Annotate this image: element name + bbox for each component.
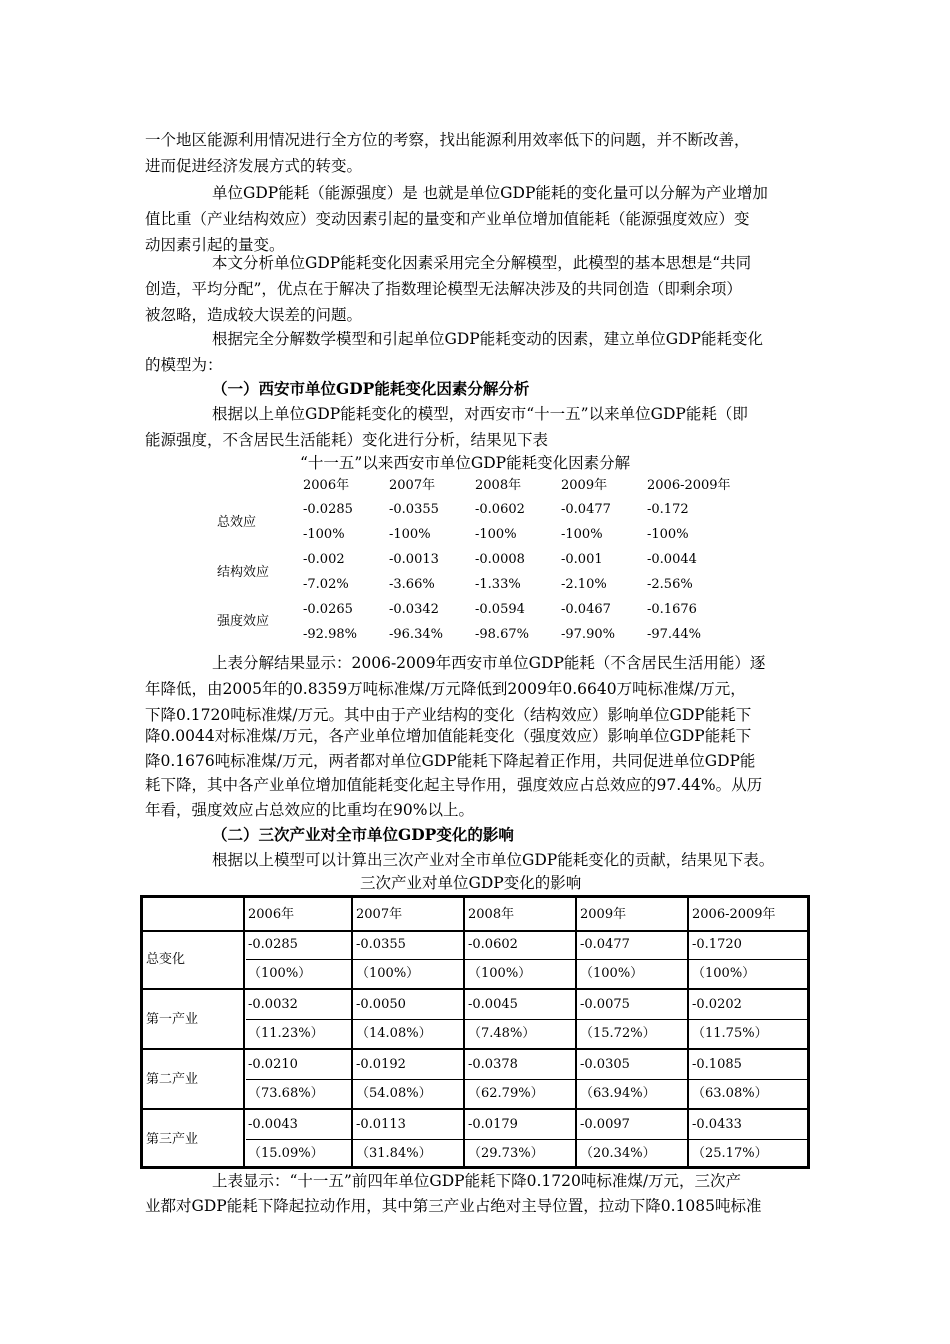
table2-cell: -0.0045 (468, 997, 518, 1012)
table2-cell: （11.75%） (692, 1026, 768, 1041)
table2-row-label: 第二产业 (146, 1072, 199, 1087)
table2-header: 2007年 (356, 907, 403, 922)
text-line: 值比重（产业结构效应）变动因素引起的量变和产业单位增加值能耗（能源强度效应）变 (145, 210, 750, 228)
text-line: 降0.1676吨标准煤/万元，两者都对单位GDP能耗下降起着正作用，共同促进单位GDP能 (145, 752, 756, 770)
text-line: 进而促进经济发展方式的转变。 (145, 157, 363, 175)
table1-cell: -100% (389, 527, 431, 542)
table2-cell: -0.0355 (356, 937, 406, 952)
table2-cell: -0.0285 (248, 937, 298, 952)
table2-cell: -0.0043 (248, 1117, 298, 1132)
table2-cell: -0.0202 (692, 997, 742, 1012)
text-line: 年看，强度效应占总效应的比重均在90%以上。 (145, 801, 474, 819)
table2-cell: （100%） (356, 966, 420, 981)
text-line: 根据以上模型可以计算出三次产业对全市单位GDP能耗变化的贡献，结果见下表。 (212, 851, 775, 869)
text-line: 上表分解结果显示：2006-2009年西安市单位GDP能耗（不含居民生活用能）逐 (212, 654, 766, 672)
table-rule (351, 898, 353, 1166)
table2-cell: -0.0378 (468, 1057, 518, 1072)
table2-cell: （62.79%） (468, 1086, 544, 1101)
table2-cell: （11.23%） (248, 1026, 324, 1041)
table1-cell: -2.10% (561, 577, 607, 592)
table1-cell: -2.56% (647, 577, 693, 592)
table1-row-label: 强度效应 (217, 614, 270, 629)
table1-cell: -0.0044 (647, 552, 697, 567)
text-line: 上表显示：“十一五”前四年单位GDP能耗下降0.1720吨标准煤/万元，三次产 (212, 1172, 742, 1190)
text-line: 年降低，由2005年的0.8359万吨标准煤/万元降低到2009年0.6640万吨标准煤/万元， (145, 680, 746, 698)
table1-cell: -100% (475, 527, 517, 542)
text-line: 耗下降，其中各产业单位增加值能耗变化起主导作用，强度效应占总效应的97.44%。从历 (145, 776, 763, 794)
table2-cell: -0.0602 (468, 937, 518, 952)
section-heading-1: （一）西安市单位GDP能耗变化因素分解分析 (212, 379, 530, 398)
text-line: 业都对GDP能耗下降起拉动作用，其中第三产业占绝对主导位置，拉动下降0.1085吨标准 (145, 1197, 762, 1215)
table2-header: 2006-2009年 (692, 907, 776, 922)
table-rule (463, 898, 465, 1166)
text-line: 本文分析单位GDP能耗变化因素采用完全分解模型，此模型的基本思想是“共同 (212, 254, 752, 272)
table1-cell: -98.67% (475, 627, 529, 642)
table-rule (246, 1139, 807, 1140)
table2-cell: （25.17%） (692, 1146, 768, 1161)
table2-cell: -0.0113 (356, 1117, 406, 1132)
table2-row-label: 总变化 (146, 952, 186, 967)
table1-cell: -0.0477 (561, 502, 611, 517)
table1-cell: -7.02% (303, 577, 349, 592)
table1-cell: -100% (647, 527, 689, 542)
table1-header: 2006-2009年 (647, 478, 731, 493)
text-line: 根据以上单位GDP能耗变化的模型，对西安市“十一五”以来单位GDP能耗（即 (212, 405, 748, 423)
table1-cell: -0.0008 (475, 552, 525, 567)
table1-cell: -0.0355 (389, 502, 439, 517)
table2-cell: （100%） (580, 966, 644, 981)
text-line: 单位GDP能耗（能源强度）是 也就是单位GDP能耗的变化量可以分解为产业增加 (212, 184, 768, 202)
table1-cell: -0.0285 (303, 502, 353, 517)
table1-cell: -0.0013 (389, 552, 439, 567)
table2-cell: -0.0075 (580, 997, 630, 1012)
table2-cell: -0.0097 (580, 1117, 630, 1132)
table2-row-label: 第三产业 (146, 1132, 199, 1147)
table2-cell: （14.08%） (356, 1026, 432, 1041)
table2-cell: -0.1085 (692, 1057, 742, 1072)
table2-cell: （29.73%） (468, 1146, 544, 1161)
table1-row-label: 总效应 (217, 515, 257, 530)
table1-header: 2006年 (303, 478, 350, 493)
table2-cell: -0.0179 (468, 1117, 518, 1132)
table2-cell: -0.0210 (248, 1057, 298, 1072)
table1-cell: -97.90% (561, 627, 615, 642)
text-line: 动因素引起的量变。 (145, 236, 285, 254)
table2-cell: （15.72%） (580, 1026, 656, 1041)
table1-cell: -0.001 (561, 552, 603, 567)
table-rule (246, 959, 807, 960)
table2-cell: -0.1720 (692, 937, 742, 952)
table-rule (246, 1079, 807, 1080)
table-rule (575, 898, 577, 1166)
table2-caption: 三次产业对单位GDP变化的影响 (360, 874, 582, 892)
table1-cell: -0.0594 (475, 602, 525, 617)
text-line: 下降0.1720吨标准煤/万元。其中由于产业结构的变化（结构效应）影响单位GDP能耗下 (145, 706, 752, 724)
table2-cell: -0.0477 (580, 937, 630, 952)
table1-cell: -0.1676 (647, 602, 697, 617)
table2-cell: （100%） (692, 966, 756, 981)
text-line: 被忽略，造成较大误差的问题。 (145, 306, 363, 324)
table-rule (246, 1019, 807, 1020)
text-line: 根据完全分解数学模型和引起单位GDP能耗变动的因素，建立单位GDP能耗变化 (212, 330, 763, 348)
table2-cell: （20.34%） (580, 1146, 656, 1161)
table2-header: 2006年 (248, 907, 295, 922)
table1-cell: -0.0265 (303, 602, 353, 617)
table2-cell: -0.0050 (356, 997, 406, 1012)
text-line: 能源强度，不含居民生活能耗）变化进行分析，结果见下表 (145, 431, 549, 449)
text-line: 降0.0044对标准煤/万元，各产业单位增加值能耗变化（强度效应）影响单位GDP能耗下 (145, 727, 752, 745)
table1-row-label: 结构效应 (217, 565, 270, 580)
table2-cell: -0.0433 (692, 1117, 742, 1132)
table-rule (687, 898, 689, 1166)
table2-cell: （63.08%） (692, 1086, 768, 1101)
table1-cell: -0.172 (647, 502, 689, 517)
table1-header: 2008年 (475, 478, 522, 493)
table2-header: 2008年 (468, 907, 515, 922)
table1-cell: -92.98% (303, 627, 357, 642)
table2-cell: （63.94%） (580, 1086, 656, 1101)
table1-cell: -3.66% (389, 577, 435, 592)
table1-cell: -96.34% (389, 627, 443, 642)
table1-cell: -0.002 (303, 552, 345, 567)
table2-cell: （73.68%） (248, 1086, 324, 1101)
table1-caption: “十一五”以来西安市单位GDP能耗变化因素分解 (300, 454, 631, 472)
text-line: 的模型为： (145, 356, 223, 374)
table1-cell: -0.0602 (475, 502, 525, 517)
table2-cell: （15.09%） (248, 1146, 324, 1161)
section-heading-2: （二）三次产业对全市单位GDP变化的影响 (212, 825, 514, 844)
table1-cell: -0.0342 (389, 602, 439, 617)
table2-header: 2009年 (580, 907, 627, 922)
table1-cell: -100% (303, 527, 345, 542)
table2-row-label: 第一产业 (146, 1012, 199, 1027)
table1-header: 2009年 (561, 478, 608, 493)
table2-cell: -0.0032 (248, 997, 298, 1012)
table2-cell: （100%） (468, 966, 532, 981)
table2-cell: -0.0305 (580, 1057, 630, 1072)
table2-cell: （7.48%） (468, 1026, 536, 1041)
text-line: 一个地区能源利用情况进行全方位的考察，找出能源利用效率低下的问题，并不断改善， (145, 131, 750, 149)
table1-cell: -0.0467 (561, 602, 611, 617)
table2-cell: -0.0192 (356, 1057, 406, 1072)
table2 (140, 895, 810, 1169)
table1-cell: -100% (561, 527, 603, 542)
table1-header: 2007年 (389, 478, 436, 493)
table2-cell: （100%） (248, 966, 312, 981)
table1-cell: -1.33% (475, 577, 521, 592)
table2-cell: （54.08%） (356, 1086, 432, 1101)
table-rule (243, 898, 245, 1166)
table1-cell: -97.44% (647, 627, 701, 642)
table2-cell: （31.84%） (356, 1146, 432, 1161)
text-line: 创造，平均分配”，优点在于解决了指数理论模型无法解决涉及的共同创造（即剩余项） (145, 280, 742, 298)
